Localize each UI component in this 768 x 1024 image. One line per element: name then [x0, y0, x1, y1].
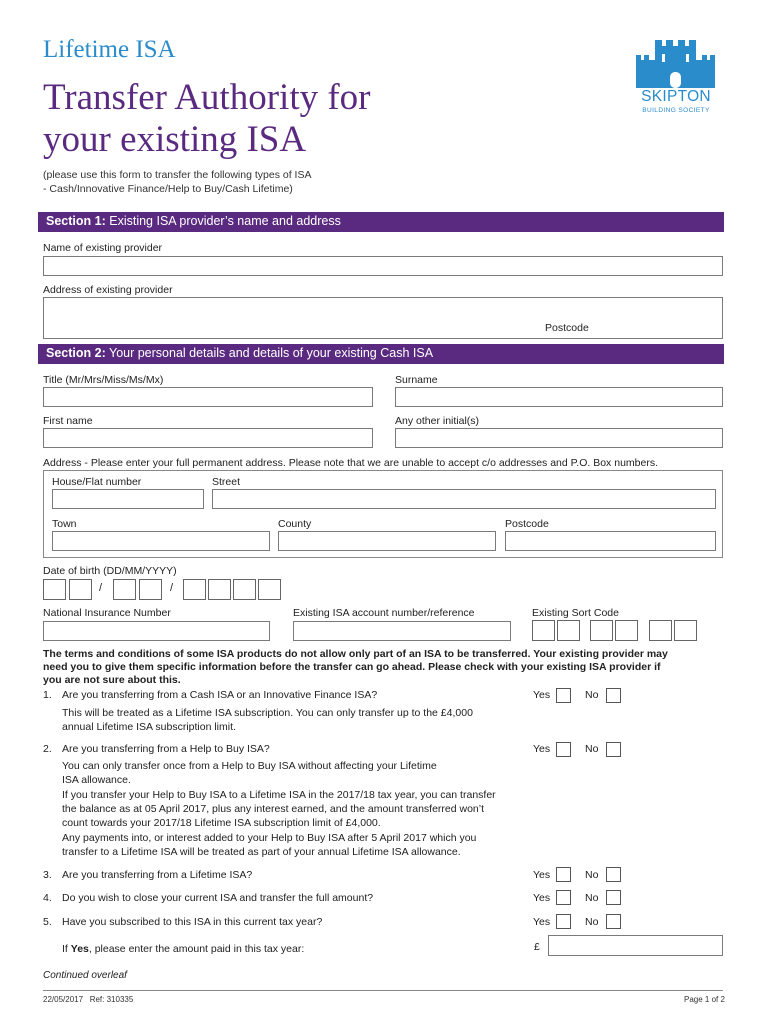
sort-code-digit[interactable] [557, 620, 580, 641]
address-note: Address - Please enter your full permanent address. Please note that we are unable to accept c/o addresses and P.O. Box numbers. [43, 457, 658, 469]
title-line-1: Transfer Authority for [43, 77, 371, 118]
q1-no-checkbox[interactable] [606, 688, 621, 703]
surname-label: Surname [395, 374, 438, 386]
ni-number-field[interactable] [43, 621, 270, 641]
followup-rest: , please enter the amount paid in this tax year: [88, 943, 305, 955]
sort-code-digit[interactable] [674, 620, 697, 641]
no-label: No [585, 869, 599, 881]
question-1-number: 1. [43, 689, 52, 701]
first-name-field[interactable] [43, 428, 373, 448]
section-1-header [38, 212, 724, 232]
yes-label: Yes [533, 892, 551, 904]
account-number-field[interactable] [293, 621, 511, 641]
section-2-title: Your personal details and details of your existing Cash ISA [109, 346, 434, 360]
note-line: If you transfer your Help to Buy ISA to a Lifetime ISA in the 2017/18 tax year, you can transfer [62, 789, 496, 801]
question-4-number: 4. [43, 892, 52, 904]
intro-text [43, 168, 311, 196]
county-label: County [278, 518, 312, 530]
page-title [43, 77, 371, 161]
first-name-label: First name [43, 415, 93, 427]
sort-code-label: Existing Sort Code [532, 607, 619, 619]
question-2-number: 2. [43, 743, 52, 755]
address-postcode-label: Postcode [505, 518, 549, 530]
town-label: Town [52, 518, 77, 530]
logo-subtitle: BUILDING SOCIETY [642, 107, 710, 114]
county-field[interactable] [278, 531, 496, 551]
logo-wordmark: SKIPTON [641, 88, 711, 105]
initials-field[interactable] [395, 428, 723, 448]
dob-year-1[interactable] [183, 579, 206, 600]
question-5-followup [62, 942, 304, 956]
dob-label: Date of birth (DD/MM/YYYY) [43, 565, 177, 577]
sort-code-digit[interactable] [649, 620, 672, 641]
street-field[interactable] [212, 489, 716, 509]
question-2-note-2 [62, 788, 496, 830]
note-line: This will be treated as a Lifetime ISA subscription. You can only transfer up to the £4,000 [62, 707, 473, 719]
q5-no-checkbox[interactable] [606, 914, 621, 929]
transfer-warning [43, 648, 723, 687]
dob-day-1[interactable] [43, 579, 66, 600]
q4-yes-checkbox[interactable] [556, 890, 571, 905]
question-1-text: Are you transferring from a Cash ISA or an Innovative Finance ISA? [62, 689, 378, 701]
page-number: Page 1 of 2 [684, 995, 725, 1004]
sort-code-digit[interactable] [590, 620, 613, 641]
q1-yes-checkbox[interactable] [556, 688, 571, 703]
section-1-title: Existing ISA provider’s name and address [109, 214, 341, 228]
no-label: No [585, 689, 599, 701]
account-number-label: Existing ISA account number/reference [293, 607, 475, 619]
provider-address-label: Address of existing provider [43, 284, 173, 296]
intro-line-1: (please use this form to transfer the following types of ISA [43, 169, 312, 181]
form-kicker: Lifetime ISA [43, 36, 176, 63]
section-2-number: Section 2: [46, 346, 106, 360]
yes-label: Yes [533, 869, 551, 881]
street-label: Street [212, 476, 241, 488]
note-line: transfer to a Lifetime ISA will be treated as part of your annual Lifetime ISA allowance. [62, 846, 461, 858]
currency-symbol: £ [534, 941, 540, 953]
note-line: count towards your 2017/18 Lifetime ISA subscription limit of £4,000. [62, 817, 381, 829]
question-5-text: Have you subscribed to this ISA in this current tax year? [62, 916, 323, 928]
question-2-note-3 [62, 831, 476, 859]
intro-line-2: - Cash/Innovative Finance/Help to Buy/Cash Lifetime) [43, 183, 293, 195]
q5-yes-checkbox[interactable] [556, 914, 571, 929]
yes-label: Yes [533, 689, 551, 701]
q2-no-checkbox[interactable] [606, 742, 621, 757]
provider-name-label: Name of existing provider [43, 242, 163, 254]
surname-field[interactable] [395, 387, 723, 407]
no-label: No [585, 892, 599, 904]
yes-label: Yes [533, 916, 551, 928]
note-line: annual Lifetime ISA subscription limit. [62, 721, 236, 733]
title-label: Title (Mr/Mrs/Miss/Ms/Mx) [43, 374, 164, 386]
question-5-number: 5. [43, 916, 52, 928]
q4-no-checkbox[interactable] [606, 890, 621, 905]
warning-line-2: need you to give them specific information before the transfer can go ahead. Please check with your existing ISA provider if [43, 661, 661, 673]
house-number-label: House/Flat number [52, 476, 142, 488]
dob-year-2[interactable] [208, 579, 231, 600]
dob-month-1[interactable] [113, 579, 136, 600]
question-3-text: Are you transferring from a Lifetime ISA? [62, 869, 253, 881]
dob-separator: / [99, 582, 103, 594]
dob-month-2[interactable] [139, 579, 162, 600]
q3-yes-checkbox[interactable] [556, 867, 571, 882]
dob-year-4[interactable] [258, 579, 281, 600]
followup-yes: Yes [70, 943, 89, 955]
footer-divider [43, 990, 723, 991]
q3-no-checkbox[interactable] [606, 867, 621, 882]
house-number-field[interactable] [52, 489, 204, 509]
followup-if: If [62, 943, 68, 955]
note-line: ISA allowance. [62, 774, 131, 786]
title-line-2: your existing ISA [43, 119, 307, 160]
sort-code-digit[interactable] [615, 620, 638, 641]
address-postcode-field[interactable] [505, 531, 716, 551]
title-field[interactable] [43, 387, 373, 407]
dob-year-3[interactable] [233, 579, 256, 600]
q2-yes-checkbox[interactable] [556, 742, 571, 757]
provider-postcode-label: Postcode [545, 322, 589, 334]
amount-paid-field[interactable] [548, 935, 723, 956]
dob-day-2[interactable] [69, 579, 92, 600]
question-3-number: 3. [43, 869, 52, 881]
warning-line-3: you are not sure about this. [43, 674, 181, 686]
note-line: the balance as at 05 April 2017, plus any interest earned, and the amount transferred won’t [62, 803, 485, 815]
no-label: No [585, 743, 599, 755]
castle-logo-icon [626, 38, 726, 88]
sort-code-digit[interactable] [532, 620, 555, 641]
question-2-note-1 [62, 759, 437, 787]
provider-address-field[interactable] [43, 297, 723, 339]
warning-line-1: The terms and conditions of some ISA products do not allow only part of an ISA to be transferred. Your existing provider may [43, 648, 668, 660]
question-1-note [62, 706, 473, 734]
no-label: No [585, 916, 599, 928]
section-2-header [38, 344, 724, 364]
note-line: Any payments into, or interest added to your Help to Buy ISA after 5 April 2017 which you [62, 832, 477, 844]
dob-separator: / [170, 582, 174, 594]
section-1-number: Section 1: [46, 214, 106, 228]
provider-name-field[interactable] [43, 256, 723, 276]
question-2-text: Are you transferring from a Help to Buy ISA? [62, 743, 270, 755]
yes-label: Yes [533, 743, 551, 755]
ni-number-label: National Insurance Number [43, 607, 171, 619]
footer-reference: 22/05/2017 Ref: 310335 [43, 995, 134, 1004]
initials-label: Any other initial(s) [395, 415, 480, 427]
note-line: You can only transfer once from a Help to Buy ISA without affecting your Lifetime [62, 760, 437, 772]
continued-overleaf: Continued overleaf [43, 970, 127, 981]
question-4-text: Do you wish to close your current ISA and transfer the full amount? [62, 892, 374, 904]
town-field[interactable] [52, 531, 270, 551]
